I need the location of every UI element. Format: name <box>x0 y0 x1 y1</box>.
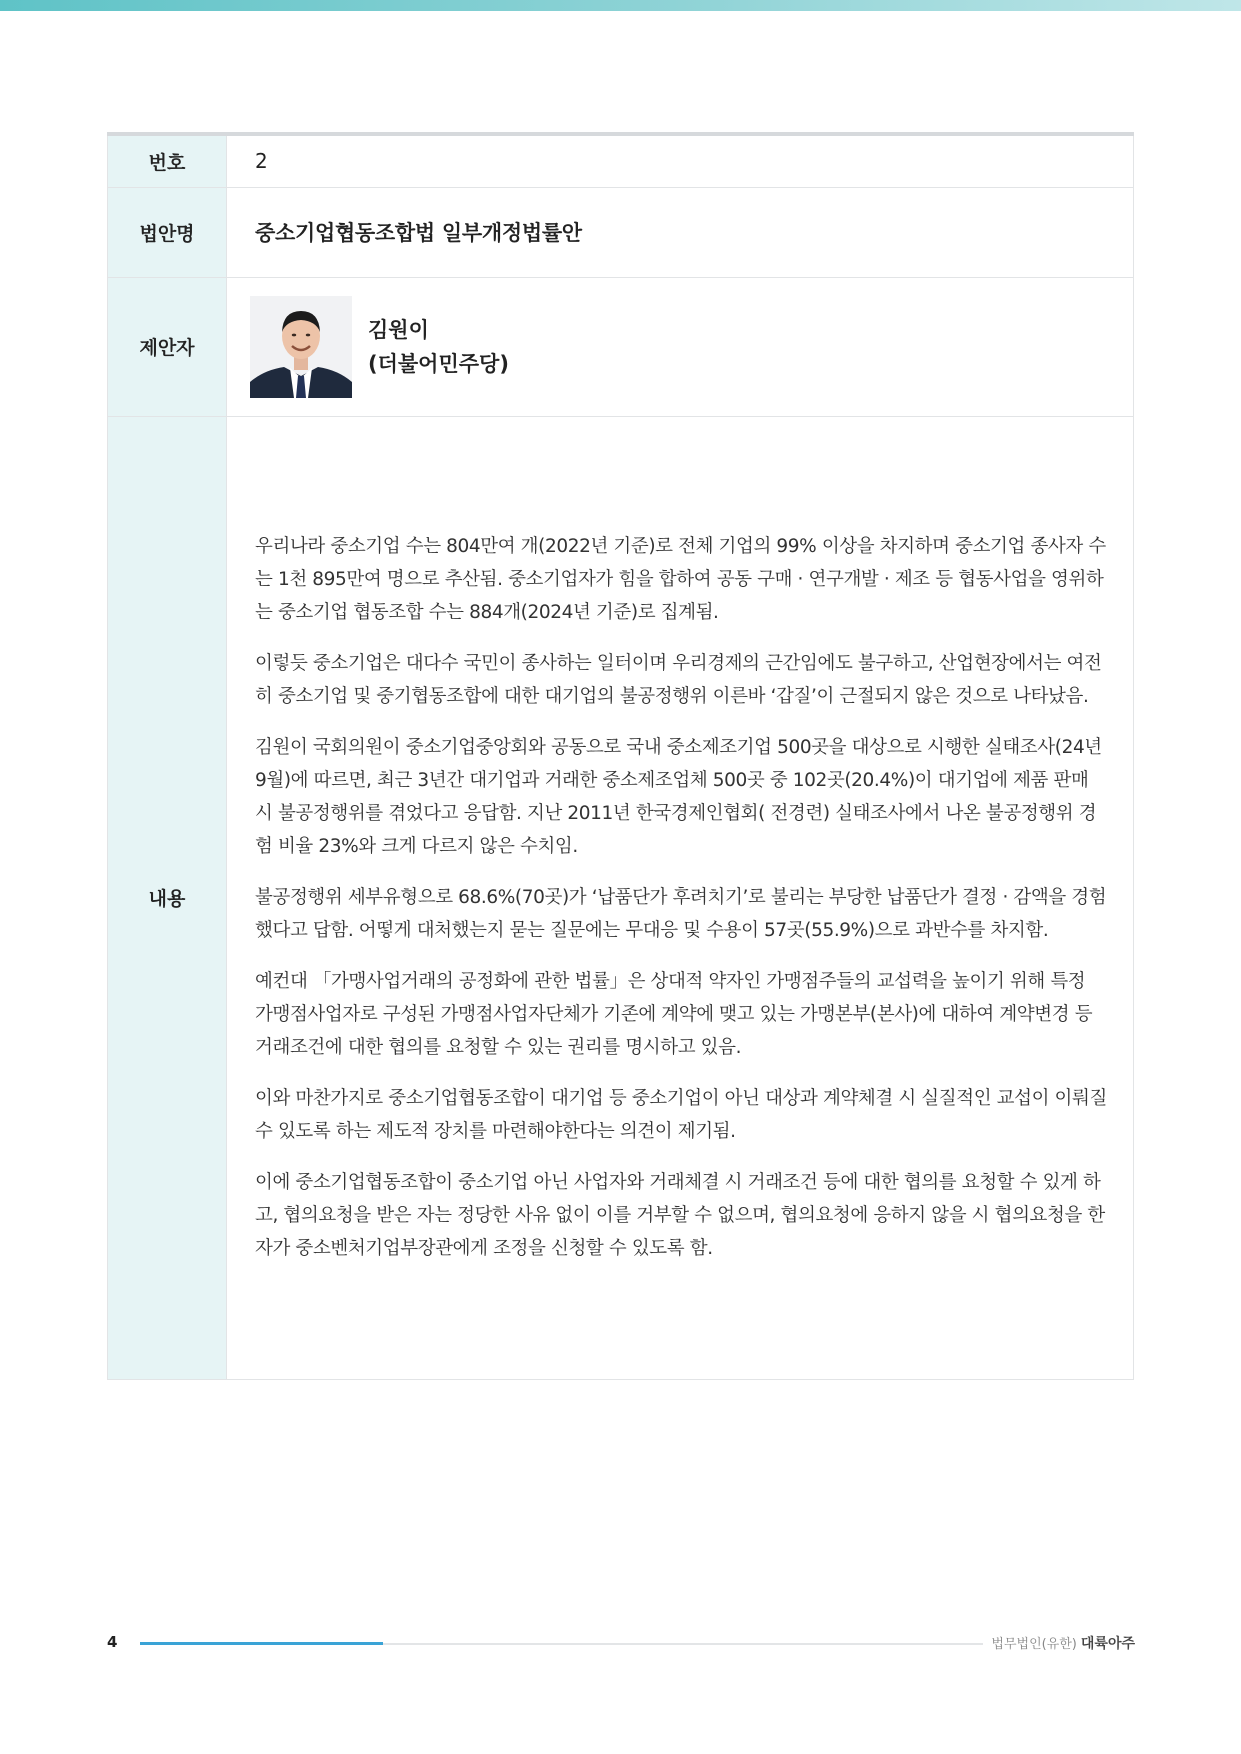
content-paragraph: 이와 마찬가지로 중소기업협동조합이 대기업 등 중소기업이 아닌 대상과 계약체결 시 실질적인 교섭이 이뤄질 수 있도록 하는 제도적 장치를 마련해야한다는 의견이 제기됨. <box>255 1088 1107 1142</box>
portrait-icon <box>250 296 352 398</box>
proposer-party: (더불어민주당) <box>368 351 509 376</box>
page-number: 4 <box>107 1633 118 1651</box>
proposer-info <box>368 313 509 381</box>
bill-number: 2 <box>227 134 1134 187</box>
content-paragraph: 우리나라 중소기업 수는 804만여 개(2022년 기준)로 전체 기업의 99% 이상을 차지하며 중소기업 종사자 수는 1천 895만여 명으로 추산됨. 중소기업자가 힘을 합하여 공동 구매 · 연구개발 · 제조 등 협동사업을 영위하는 중소기업 협동조합 수는 884개(2024년 기준)로 집계됨. <box>255 536 1106 623</box>
proposer-photo <box>250 296 352 398</box>
row-proposer <box>108 277 1134 416</box>
proposer-cell <box>227 277 1134 416</box>
proposer-name: 김원이 <box>368 317 429 342</box>
row-bill-name <box>108 187 1134 277</box>
content-paragraph: 불공정행위 세부유형으로 68.6%(70곳)가 ‘납품단가 후려치기’로 불리는 부당한 납품단가 결정 · 감액을 경험했다고 답함. 어떻게 대처했는지 묻는 질문에는 무대응 및 수용이 57곳(55.9%)으로 과반수를 차지함. <box>255 887 1107 941</box>
content-cell <box>227 416 1134 1379</box>
content-paragraph: 김원이 국회의원이 중소기업중앙회와 공동으로 국내 중소제조기업 500곳을 대상으로 시행한 실태조사(24년 9월)에 따르면, 최근 3년간 대기업과 거래한 중소제조업체 500곳 중 102곳(20.4%)이 대기업에 제품 판매 시 불공정행위를 겪었다고 응답함. 지난 2011년 한국경제인협회( 전경련) 실태조사에서 나온 불공정행위 경험 비율 23%와 크게 다르지 않은 수치임. <box>255 737 1102 857</box>
row-number <box>108 134 1134 187</box>
bill-name: 중소기업협동조합법 일부개정법률안 <box>227 187 1134 277</box>
label-proposer: 제안자 <box>108 277 227 416</box>
bill-info-table <box>107 132 1134 1380</box>
footer-firm <box>991 1633 1135 1653</box>
label-bill-name: 법안명 <box>108 187 227 277</box>
footer-divider-accent <box>140 1642 383 1645</box>
content-paragraph: 예컨대 「가맹사업거래의 공정화에 관한 법률」은 상대적 약자인 가맹점주들의 교섭력을 높이기 위해 특정 가맹점사업자로 구성된 가맹점사업자단체가 기존에 계약에 맺고 있는 가맹본부(본사)에 대하여 계약변경 등 거래조건에 대한 협의를 요청할 수 있는 권리를 명시하고 있음. <box>255 971 1093 1058</box>
content-paragraph: 이에 중소기업협동조합이 중소기업 아닌 사업자와 거래체결 시 거래조건 등에 대한 협의를 요청할 수 있게 하고, 협의요청을 받은 자는 정당한 사유 없이 이를 거부할 수 없으며, 협의요청에 응하지 않을 시 협의요청을 한 자가 중소벤처기업부장관에게 조정을 신청할 수 있도록 함. <box>255 1172 1105 1259</box>
proposer-block <box>228 296 1132 398</box>
firm-prefix: 법무법인(유한) <box>991 1637 1077 1652</box>
firm-brand: 대륙아주 <box>1080 1636 1135 1652</box>
content-paragraph: 이렇듯 중소기업은 대다수 국민이 종사하는 일터이며 우리경제의 근간임에도 불구하고, 산업현장에서는 여전히 중소기업 및 중기협동조합에 대한 대기업의 불공정행위 이른바 ‘갑질’이 근절되지 않은 것으로 나타났음. <box>255 653 1102 707</box>
top-accent-bar <box>0 0 1241 11</box>
label-number: 번호 <box>108 134 227 187</box>
row-content <box>108 416 1134 1379</box>
label-content: 내용 <box>108 416 227 1379</box>
